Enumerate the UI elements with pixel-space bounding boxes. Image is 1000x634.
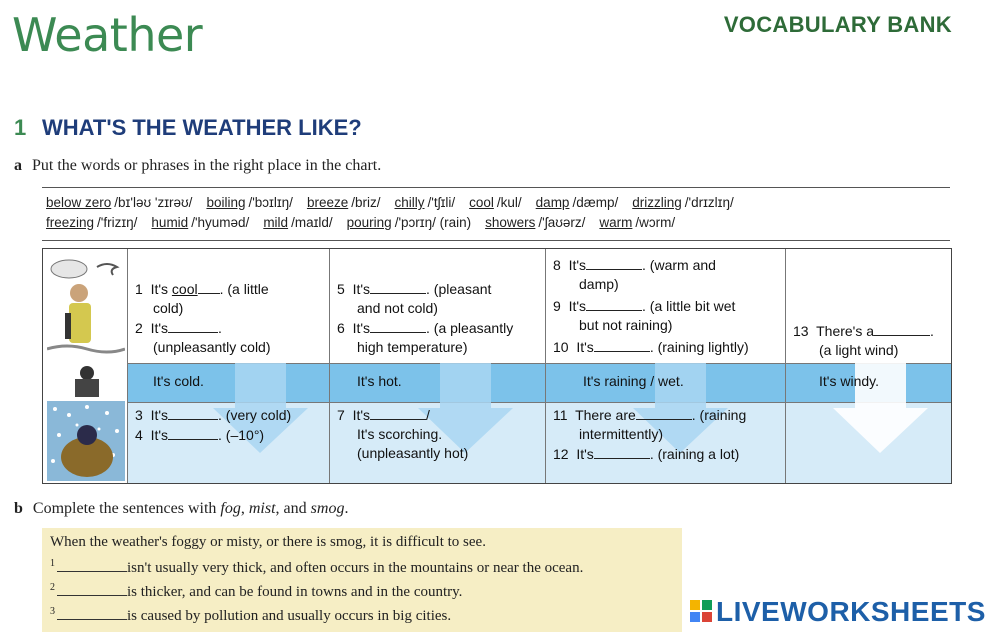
section-title: WHAT'S THE WEATHER LIKE? [42,115,362,140]
instruction-b-letter: b [14,500,23,517]
weather-chart [42,248,952,484]
instruction-b: b Complete the sentences with fog, mist, and smog. [14,500,349,517]
blank-2[interactable] [168,318,218,333]
cell-items-8-10: 8 It's . (warm and damp) 9 It's . (a little bit wet but not raining) 10 It's . (raining lightly) [553,257,749,355]
band-label-raining: It's raining / wet. [583,373,684,389]
word-bank-line-1 [46,195,748,210]
cell-items-1-2: 1 It's cool . (a little cold) 2 It's . (unpleasantly cold) [135,281,271,355]
cell-items-3-4: 3 It's . (very cold) 4 It's . (–10°) [135,407,292,443]
blank-1[interactable] [198,279,220,294]
blank-12[interactable] [594,444,650,459]
cell-item-7: 7 It's / It's scorching. (unpleasantly hot) [337,407,469,461]
band-label-cold: It's cold. [153,373,204,389]
column-divider [785,249,786,483]
sentence-blank-1[interactable] [57,559,127,572]
vocab-word: chilly /'tʃɪli/ [394,195,456,210]
cell-item-13: 13 There's a . (a light wind) [793,323,934,358]
cell-items-11-12: 11 There are . (raining intermittently) 12 It's . (raining a lot) [553,407,747,462]
sentence-box [42,528,682,632]
vocab-word: showers /'ʃaʊərz/ [485,215,586,230]
column-divider [127,249,128,483]
vocab-word: humid /'hyuməd/ [151,215,250,230]
sentence-intro: When the weather's foggy or misty, or there is smog, it is difficult to see. [50,534,486,550]
vocab-word: freezing /'frizɪŋ/ [46,215,138,230]
page-title: Weather [12,8,203,62]
cell-items-5-6: 5 It's . (pleasant and not cold) 6 It's . (a pleasantly high temperature) [337,281,514,355]
blank-7[interactable] [370,405,426,420]
vocab-word: warm /wɔrm/ [599,215,676,230]
blank-11[interactable] [636,405,692,420]
band-label-windy: It's windy. [819,373,879,389]
sentence-blank-3[interactable] [57,607,127,620]
vocab-word: damp /dæmp/ [535,195,619,210]
liveworksheets-logo: LIVEWORKSHEETS [716,596,986,627]
band-label-hot: It's hot. [357,373,402,389]
blank-5[interactable] [370,279,426,294]
instruction-a [14,157,381,175]
blank-6[interactable] [370,318,426,333]
word-bank-line-2 [46,215,689,230]
liveworksheets-logo-icon [690,600,712,622]
vocab-word: below zero /bɪ'ləʊ 'zɪrəʊ/ [46,195,193,210]
sentence-3: $^3$ is caused by pollution and usually occurs in big cities. [50,606,452,624]
sentence-1: $^1$ isn't usually very thick, and often occurs in the mountains or near the ocean. [50,558,584,576]
vocab-word: pouring /'pɔrɪŋ/ (rain) [346,215,472,230]
vocab-word: boiling /'bɔɪlɪŋ/ [206,195,293,210]
instruction-a-text: Put the words or phrases in the right place in the chart. [32,157,382,174]
snowy-figure-icon [47,365,125,397]
answer-1[interactable]: cool [171,281,198,297]
column-divider [545,249,546,483]
blank-10[interactable] [594,337,650,352]
vocab-word: cool /kul/ [469,195,522,210]
sentence-2: $^2$ is thicker, and can be found in towns and in the country. [50,582,463,600]
blank-13[interactable] [874,321,930,336]
blank-4[interactable] [168,425,218,440]
sentence-blank-2[interactable] [57,583,127,596]
instruction-a-letter: a [14,157,22,174]
blank-8[interactable] [586,255,642,270]
vocab-word: mild /maɪld/ [263,215,333,230]
freezing-person-icon [47,401,125,481]
word-bank [42,187,950,241]
column-divider [329,249,330,483]
vocab-word: drizzling /'drɪzlɪŋ/ [632,195,734,210]
vocabulary-bank-label: VOCABULARY BANK [723,12,952,37]
section-number: 1 [14,115,27,140]
cold-wind-man-icon [47,253,125,361]
blank-3[interactable] [168,405,218,420]
vocab-word: breeze /briz/ [306,195,381,210]
blank-9[interactable] [586,296,642,311]
